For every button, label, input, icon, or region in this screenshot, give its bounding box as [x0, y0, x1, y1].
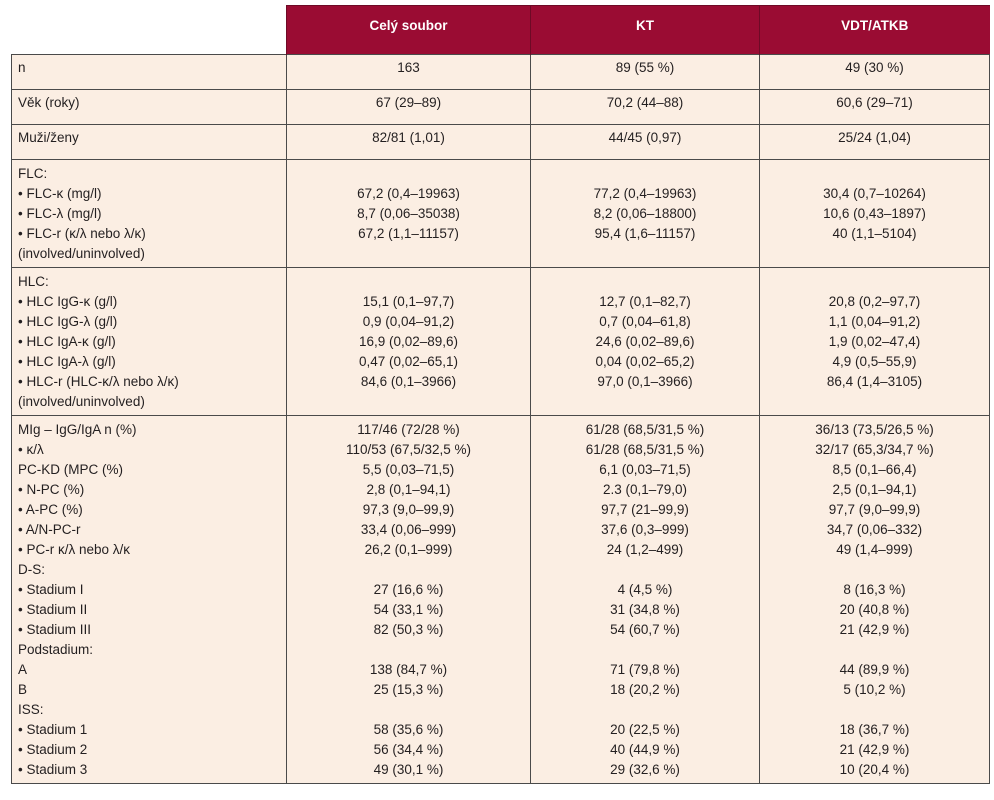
value: 44 (89,9 %) — [839, 662, 910, 677]
row-label: (involved/uninvolved) — [18, 394, 145, 409]
value — [537, 164, 753, 184]
row-label: (involved/uninvolved) — [18, 246, 145, 261]
value: 8 (16,3 %) — [843, 582, 906, 597]
row-label: • FLC-κ (mg/l) — [18, 186, 102, 201]
value: 44/45 (0,97) — [608, 130, 682, 145]
row-label: • Stadium 2 — [18, 742, 88, 757]
value: 24,6 (0,02–89,6) — [595, 334, 695, 349]
value — [537, 640, 753, 660]
value — [293, 164, 524, 184]
row-label-cell — [12, 160, 287, 268]
value: 67,2 (1,1–11157) — [358, 226, 459, 241]
value-cell-cely-soubor — [287, 416, 531, 784]
row-label: • Stadium II — [18, 602, 88, 617]
value: 8,7 (0,06–35038) — [357, 206, 460, 221]
value: 49 (30 %) — [845, 60, 904, 75]
value: 8,2 (0,06–18800) — [593, 206, 697, 221]
value: 54 (33,1 %) — [373, 602, 444, 617]
row-label-cell — [12, 90, 287, 125]
value: 49 (1,4–999) — [836, 542, 913, 557]
header-vdt-atkb: VDT/ATKB — [760, 6, 990, 55]
header-cely-soubor: Celý soubor — [287, 6, 531, 55]
value: 33,4 (0,06–999) — [360, 522, 457, 537]
value: 0,04 (0,02–65,2) — [595, 354, 695, 369]
value — [766, 392, 983, 412]
value-cell-kt — [531, 90, 760, 125]
value: 29 (32,6 %) — [610, 762, 680, 777]
value: 30,4 (0,7–10264) — [823, 186, 926, 201]
value — [766, 244, 983, 264]
value: 77,2 (0,4–19963) — [593, 186, 697, 201]
value — [293, 244, 524, 264]
row-n — [12, 55, 990, 90]
row-label: Věk (roky) — [18, 95, 80, 110]
row-label-cell — [12, 55, 287, 90]
value-cell-vdt-atkb — [760, 160, 990, 268]
value: 20,8 (0,2–97,7) — [828, 294, 921, 309]
value: 86,4 (1,4–3105) — [826, 374, 923, 389]
value: 110/53 (67,5/32,5 %) — [345, 442, 472, 457]
value: 58 (35,6 %) — [373, 722, 444, 737]
value: 25/24 (1,04) — [838, 130, 911, 145]
value-cell-cely-soubor — [287, 90, 531, 125]
value: 82/81 (1,01) — [372, 130, 445, 145]
header-corner — [12, 6, 287, 55]
row-label: FLC: — [18, 166, 48, 181]
value: 10,6 (0,43–1897) — [823, 206, 926, 221]
value-cell-kt — [531, 416, 760, 784]
value: 25 (15,3 %) — [373, 682, 444, 697]
value: 1,1 (0,04–91,2) — [828, 314, 921, 329]
row-label: • HLC IgG-λ (g/l) — [18, 314, 118, 329]
row-flc — [12, 160, 990, 268]
value: 37,6 (0,3–999) — [601, 522, 689, 537]
row-label: B — [18, 682, 28, 697]
row-label: Muži/ženy — [18, 130, 79, 145]
value: 67 (29–89) — [375, 95, 442, 110]
value: 2,5 (0,1–94,1) — [832, 482, 917, 497]
row-muzi-zeny — [12, 125, 990, 160]
value: 70,2 (44–88) — [606, 95, 684, 110]
value: 138 (84,7 %) — [369, 662, 448, 677]
value — [293, 392, 524, 412]
row-label: • A/N-PC-r — [18, 522, 81, 537]
value: 10 (20,4 %) — [839, 762, 910, 777]
row-label: HLC: — [18, 274, 49, 289]
row-label: • Stadium 1 — [18, 722, 88, 737]
row-label: Podstadium: — [18, 642, 94, 657]
value: 5,5 (0,03–71,5) — [362, 462, 455, 477]
value — [537, 272, 753, 292]
row-label: D-S: — [18, 562, 45, 577]
results-table — [11, 5, 990, 784]
value: 61/28 (68,5/31,5 %) — [585, 442, 705, 457]
value: 97,0 (0,1–3966) — [597, 374, 693, 389]
value — [766, 272, 983, 292]
value: 163 — [397, 60, 420, 75]
value — [293, 560, 524, 580]
row-label: n — [18, 60, 26, 75]
value: 97,3 (9,0–99,9) — [362, 502, 455, 517]
row-label: • A-PC (%) — [18, 502, 83, 517]
value-cell-vdt-atkb — [760, 268, 990, 416]
row-label: • HLC IgA-λ (g/l) — [18, 354, 116, 369]
value: 2.3 (0,1–79,0) — [602, 482, 688, 497]
value-cell-kt — [531, 125, 760, 160]
value: 20 (40,8 %) — [839, 602, 910, 617]
value: 15,1 (0,1–97,7) — [362, 294, 455, 309]
value — [293, 272, 524, 292]
row-hlc — [12, 268, 990, 416]
value: 67,2 (0,4–19963) — [357, 186, 460, 201]
value: 0,7 (0,04–61,8) — [599, 314, 691, 329]
value-cell-cely-soubor — [287, 268, 531, 416]
value: 21 (42,9 %) — [839, 742, 910, 757]
value-cell-cely-soubor — [287, 160, 531, 268]
value — [766, 640, 983, 660]
value-cell-vdt-atkb — [760, 55, 990, 90]
value: 27 (16,6 %) — [373, 582, 444, 597]
value-cell-kt — [531, 160, 760, 268]
value: 6,1 (0,03–71,5) — [599, 462, 691, 477]
value-cell-kt — [531, 268, 760, 416]
value — [537, 560, 753, 580]
value — [766, 560, 983, 580]
value-cell-vdt-atkb — [760, 125, 990, 160]
row-label: • κ/λ — [18, 442, 44, 457]
value: 40 (44,9 %) — [610, 742, 680, 757]
value: 60,6 (29–71) — [836, 95, 913, 110]
value: 4 (4,5 %) — [617, 582, 673, 597]
value: 8,5 (0,1–66,4) — [832, 462, 917, 477]
row-label-cell — [12, 268, 287, 416]
value: 18 (20,2 %) — [610, 682, 680, 697]
value — [766, 700, 983, 720]
row-label: • FLC-λ (mg/l) — [18, 206, 102, 221]
value: 34,7 (0,06–332) — [826, 522, 923, 537]
value-cell-vdt-atkb — [760, 90, 990, 125]
value: 21 (42,9 %) — [839, 622, 910, 637]
value: 117/46 (72/28 %) — [357, 422, 460, 437]
value: 89 (55 %) — [615, 60, 675, 75]
value: 4,9 (0,5–55,9) — [832, 354, 917, 369]
header-row — [12, 6, 990, 55]
value: 49 (30,1 %) — [373, 762, 444, 777]
row-label-cell — [12, 125, 287, 160]
value: 24 (1,2–499) — [606, 542, 684, 557]
value: 16,9 (0,02–89,6) — [358, 334, 459, 349]
value: 1,9 (0,02–47,4) — [828, 334, 921, 349]
value — [293, 640, 524, 660]
row-label: • Stadium 3 — [18, 762, 88, 777]
row-mig-stadium — [12, 416, 990, 784]
value: 97,7 (21–99,9) — [601, 502, 689, 517]
row-label: • PC-r κ/λ nebo λ/κ — [18, 542, 131, 557]
value: 61/28 (68,5/31,5 %) — [585, 422, 705, 437]
value: 56 (34,4 %) — [373, 742, 444, 757]
row-label: • HLC-r (HLC-κ/λ nebo λ/κ) — [18, 374, 179, 389]
value: 0,47 (0,02–65,1) — [358, 354, 459, 369]
row-vek — [12, 90, 990, 125]
row-label: ISS: — [18, 702, 44, 717]
value: 95,4 (1,6–11157) — [594, 226, 696, 241]
row-label: A — [18, 662, 28, 677]
row-label: • HLC IgG-κ (g/l) — [18, 294, 118, 309]
row-label: • Stadium III — [18, 622, 92, 637]
row-label: PC-KD (MPC (%) — [18, 462, 123, 477]
value — [537, 700, 753, 720]
value: 18 (36,7 %) — [839, 722, 910, 737]
value: 82 (50,3 %) — [373, 622, 444, 637]
row-label: • HLC IgA-κ (g/l) — [18, 334, 116, 349]
value: 20 (22,5 %) — [610, 722, 680, 737]
value: 0,9 (0,04–91,2) — [362, 314, 455, 329]
row-label-cell — [12, 416, 287, 784]
value: 2,8 (0,1–94,1) — [366, 482, 451, 497]
value-cell-vdt-atkb — [760, 416, 990, 784]
value: 71 (79,8 %) — [610, 662, 680, 677]
row-label: • Stadium I — [18, 582, 84, 597]
value: 97,7 (9,0–99,9) — [828, 502, 921, 517]
value: 12,7 (0,1–82,7) — [599, 294, 691, 309]
row-label: • FLC-r (κ/λ nebo λ/κ) — [18, 226, 146, 241]
value: 84,6 (0,1–3966) — [360, 374, 457, 389]
value: 26,2 (0,1–999) — [364, 542, 453, 557]
value-cell-cely-soubor — [287, 125, 531, 160]
row-label: • N-PC (%) — [18, 482, 85, 497]
value-cell-kt — [531, 55, 760, 90]
value: 32/17 (65,3/34,7 %) — [815, 442, 934, 457]
value: 40 (1,1–5104) — [832, 226, 917, 241]
header-kt: KT — [531, 6, 760, 55]
value: 31 (34,8 %) — [610, 602, 680, 617]
value: 54 (60,7 %) — [610, 622, 680, 637]
value: 36/13 (73,5/26,5 %) — [815, 422, 934, 437]
value — [293, 700, 524, 720]
value — [537, 392, 753, 412]
value — [537, 244, 753, 264]
value — [766, 164, 983, 184]
row-label: MIg – IgG/IgA n (%) — [18, 422, 137, 437]
value: 5 (10,2 %) — [843, 682, 906, 697]
value-cell-cely-soubor — [287, 55, 531, 90]
